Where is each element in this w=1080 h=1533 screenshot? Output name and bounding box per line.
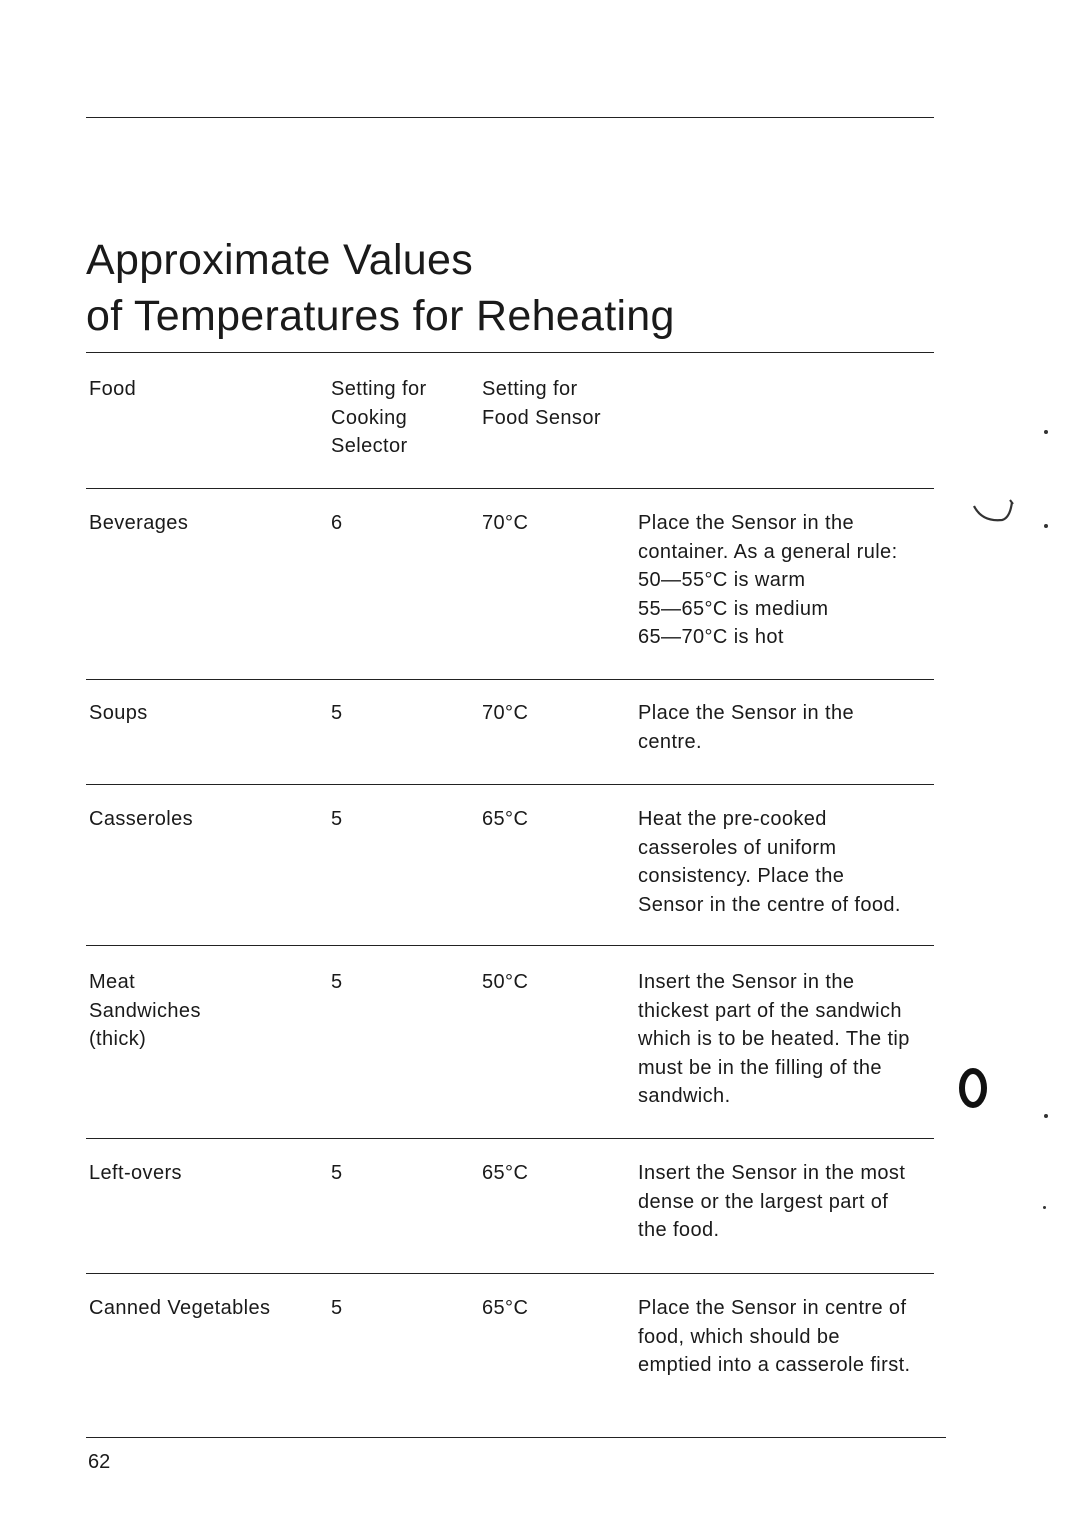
top-rule (86, 117, 934, 118)
page-number: 62 (88, 1451, 111, 1473)
row-canned-vegetables-selector: 5 (331, 1297, 343, 1319)
row-left-overs-food: Left-overs (89, 1162, 182, 1184)
row-soups-selector: 5 (331, 702, 343, 724)
header-food-sensor: Setting for Food Sensor (482, 378, 601, 429)
row-beverages-sensor: 70°C (482, 512, 529, 534)
row-soups-food: Soups (89, 702, 148, 724)
scan-speck (1043, 1206, 1046, 1209)
row-meat-sandwiches-food: Meat Sandwiches (thick) (89, 971, 201, 1050)
row-casseroles-note: Heat the pre-cooked casseroles of uniform consistency. Place the Sensor in the centre of food. (638, 808, 901, 916)
title-line-2: of Temperatures for Reheating (86, 292, 675, 340)
scan-ring-icon (958, 1066, 988, 1110)
row-divider (86, 1138, 934, 1139)
row-left-overs-sensor: 65°C (482, 1162, 529, 1184)
row-meat-sandwiches-note: Insert the Sensor in the thickest part of the sandwich which is to be heated. The tip must be in the filling of the sandwich. (638, 971, 910, 1107)
row-soups-sensor: 70°C (482, 702, 529, 724)
row-canned-vegetables-note: Place the Sensor in centre of food, which should be emptied into a casserole first. (638, 1297, 911, 1376)
header-food: Food (89, 378, 137, 400)
row-beverages-food: Beverages (89, 512, 189, 534)
title-rule (86, 352, 934, 353)
scan-speck (1044, 524, 1048, 528)
row-divider (86, 945, 934, 946)
row-left-overs-note: Insert the Sensor in the most dense or the largest part of the food. (638, 1162, 906, 1241)
header-cooking-selector: Setting for Cooking Selector (331, 378, 427, 457)
scan-mark-icon (972, 498, 1022, 526)
row-soups-note: Place the Sensor in the centre. (638, 702, 854, 753)
title-line-1: Approximate Values (86, 236, 474, 284)
page-title (86, 232, 675, 344)
row-divider (86, 1273, 934, 1274)
row-divider (86, 679, 934, 680)
row-canned-vegetables-food: Canned Vegetables (89, 1297, 271, 1319)
row-casseroles-sensor: 65°C (482, 808, 529, 830)
row-beverages-selector: 6 (331, 512, 343, 534)
row-left-overs-selector: 5 (331, 1162, 343, 1184)
bottom-rule (86, 1437, 946, 1438)
row-meat-sandwiches-selector: 5 (331, 971, 343, 993)
header-rule (86, 488, 934, 489)
row-casseroles-food: Casseroles (89, 808, 194, 830)
row-beverages-note: Place the Sensor in the container. As a general rule: 50—55°C is warm 55—65°C is medium 65—70°C is hot (638, 512, 898, 648)
row-casseroles-selector: 5 (331, 808, 343, 830)
row-meat-sandwiches-sensor: 50°C (482, 971, 529, 993)
row-canned-vegetables-sensor: 65°C (482, 1297, 529, 1319)
scan-speck (1044, 1114, 1048, 1118)
row-divider (86, 784, 934, 785)
scan-speck (1044, 430, 1048, 434)
